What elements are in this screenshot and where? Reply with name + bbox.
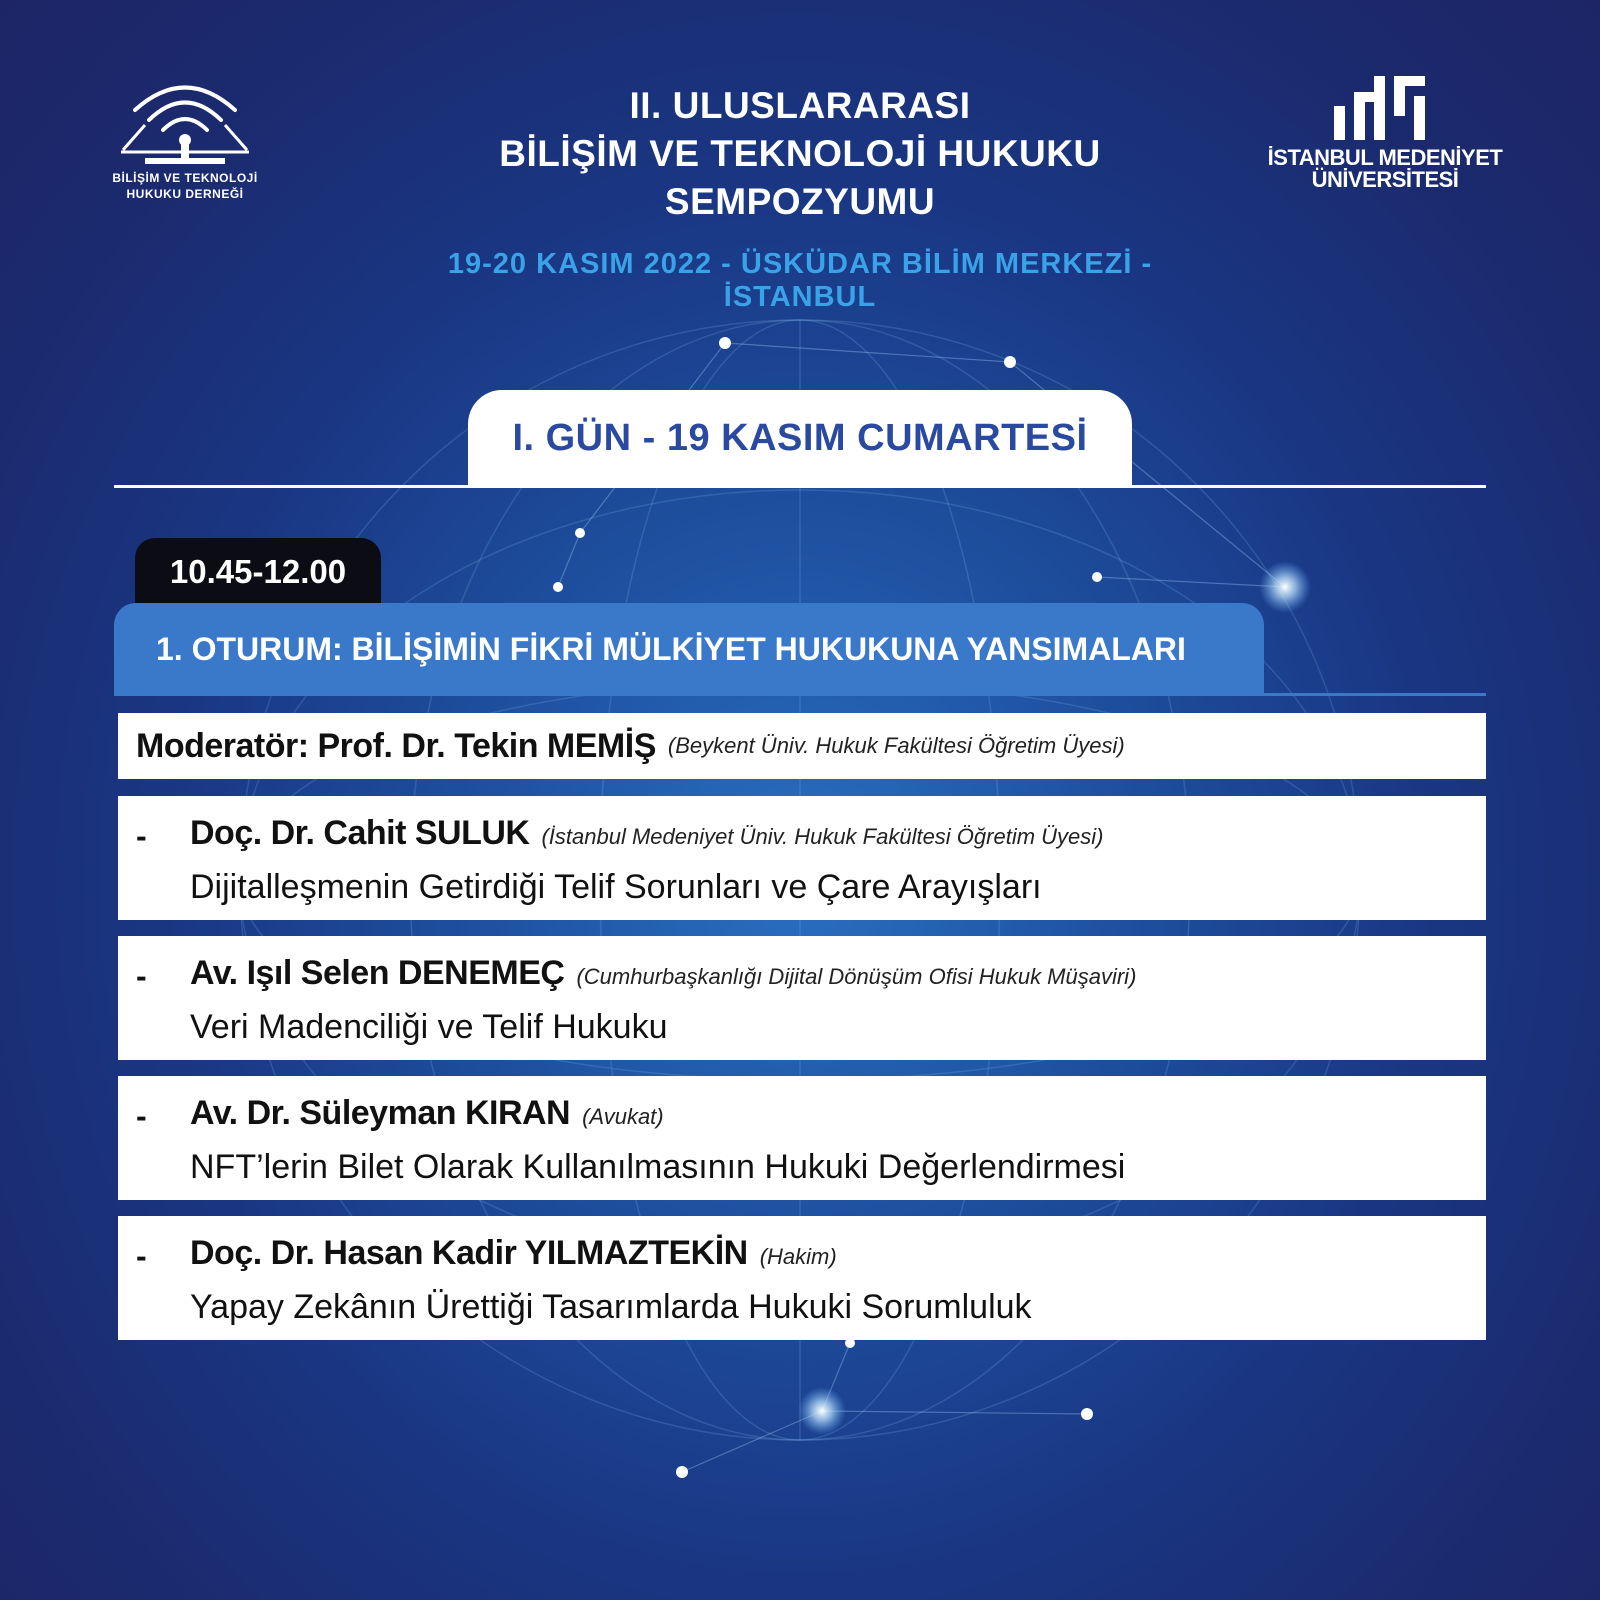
talk-speaker: Av. Dr. Süleyman KIRAN xyxy=(190,1094,571,1132)
talk-topic: Veri Madenciliği ve Telif Hukuku xyxy=(190,1008,668,1046)
header-line1: II. ULUSLARARASI xyxy=(629,85,971,126)
talk-dash: - xyxy=(136,1098,147,1134)
talk-speaker: Doç. Dr. Hasan Kadir YILMAZTEKİN xyxy=(190,1234,748,1272)
talk-speaker: Doç. Dr. Cahit SULUK xyxy=(190,814,530,852)
logo-right-line1: İSTANBUL MEDENİYET xyxy=(1267,145,1503,170)
istanbul-medeniyet-universitesi-logo xyxy=(1240,72,1530,191)
day-divider xyxy=(114,485,1486,488)
talk-item xyxy=(118,796,1486,920)
talk-dash: - xyxy=(136,818,147,854)
talk-topic: Dijitalleşmenin Getirdiği Telif Sorunları ve Çare Arayışları xyxy=(190,868,1042,906)
talk-dash: - xyxy=(136,958,147,994)
talk-affiliation: (İstanbul Medeniyet Üniv. Hukuk Fakültesi Öğretim Üyesi) xyxy=(541,824,1104,849)
talk-item xyxy=(118,936,1486,1060)
moderator-row xyxy=(118,713,1486,779)
talk-topic: Yapay Zekânın Ürettiği Tasarımlarda Hukuki Sorumluluk xyxy=(190,1288,1032,1326)
talk-speaker: Av. Işıl Selen DENEMEÇ xyxy=(190,954,565,992)
wifi-book-icon xyxy=(115,70,255,170)
moderator-affiliation: (Beykent Üniv. Hukuk Fakültesi Öğretim Üyesi) xyxy=(667,733,1125,758)
talk-dash: - xyxy=(136,1238,147,1274)
session-divider xyxy=(114,693,1486,696)
talk-affiliation: (Avukat) xyxy=(582,1104,664,1129)
header-line3: SEMPOZYUMU xyxy=(664,181,936,222)
talk-affiliation: (Cumhurbaşkanlığı Dijital Dönüşüm Ofisi Hukuk Müşaviri) xyxy=(576,964,1137,989)
moderator-name: Moderatör: Prof. Dr. Tekin MEMİŞ xyxy=(136,726,656,765)
talk-affiliation: (Hakim) xyxy=(759,1244,837,1269)
talk-item xyxy=(118,1216,1486,1340)
bilisim-teknoloji-hukuku-dernegi-logo xyxy=(110,70,260,220)
session-time-badge: 10.45-12.00 xyxy=(135,538,381,608)
header-subtitle: 19-20 KASIM 2022 - ÜSKÜDAR BİLİM MERKEZİ - İSTANBUL xyxy=(447,248,1153,313)
talk-item xyxy=(118,1076,1486,1200)
logo-left-line1: BİLİŞİM VE TEKNOLOJİ xyxy=(112,171,258,185)
session-title: 1. OTURUM: BİLİŞİMİN FİKRİ MÜLKİYET HUKUKUNA YANSIMALARI xyxy=(114,603,1264,695)
imu-columns-icon xyxy=(1330,72,1440,142)
day-title: I. GÜN - 19 KASIM CUMARTESİ xyxy=(468,390,1132,486)
logo-left-line2: HUKUKU DERNEĞİ xyxy=(126,187,244,201)
symposium-header xyxy=(400,82,1200,314)
header-line2: BİLİŞİM VE TEKNOLOJİ HUKUKU xyxy=(499,133,1101,174)
talk-topic: NFT’lerin Bilet Olarak Kullanılmasının Hukuki Değerlendirmesi xyxy=(190,1148,1126,1186)
logo-right-line2: ÜNİVERSİTESİ xyxy=(1311,167,1459,192)
